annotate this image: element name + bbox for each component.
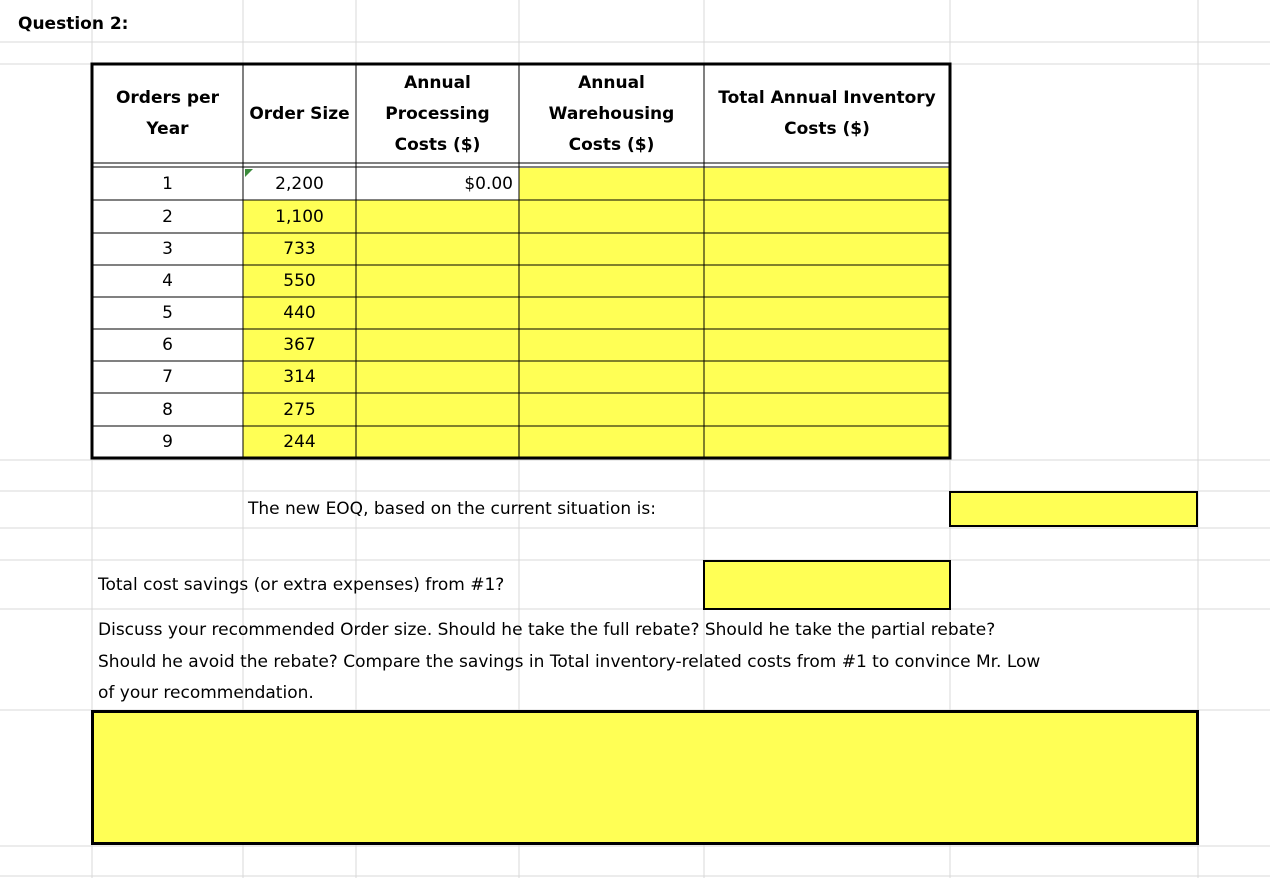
header-processing-costs[interactable] xyxy=(356,64,519,164)
header-processing-label: Annual Processing Costs ($) xyxy=(385,72,490,155)
question-title: Question 2: xyxy=(18,14,129,34)
processing-cost-cell[interactable]: $0.00 xyxy=(464,174,513,194)
orders-cell[interactable]: 6 xyxy=(162,335,173,355)
orders-cell[interactable]: 3 xyxy=(162,239,173,259)
orders-cell[interactable]: 8 xyxy=(162,399,173,420)
savings-answer-cell[interactable] xyxy=(703,560,951,610)
orders-cell[interactable]: 1 xyxy=(162,174,173,194)
header-orders-label: Orders per Year xyxy=(115,88,220,139)
order-size-cell[interactable]: 2,200 xyxy=(275,174,324,194)
header-orders-per-year[interactable] xyxy=(92,64,243,164)
order-size-cell[interactable]: 1,100 xyxy=(275,206,324,227)
header-order-size-label: Order Size xyxy=(249,103,350,124)
order-size-cell[interactable]: 275 xyxy=(283,399,316,420)
orders-cell[interactable]: 7 xyxy=(162,367,173,387)
order-size-cell[interactable]: 440 xyxy=(283,303,316,323)
discuss-line-1: Discuss your recommended Order size. Should he take the full rebate? Should he take the partial rebate? xyxy=(98,620,996,640)
order-size-cell[interactable]: 733 xyxy=(283,239,316,259)
discussion-answer-cell[interactable] xyxy=(91,710,1199,845)
order-size-cell[interactable]: 550 xyxy=(283,271,316,291)
orders-cell[interactable]: 2 xyxy=(162,206,173,227)
warehousing-fill xyxy=(519,168,704,458)
discuss-line-3: of your recommendation. xyxy=(98,683,314,703)
savings-label: Total cost savings (or extra expenses) from #1? xyxy=(98,575,505,595)
total-fill xyxy=(704,168,950,458)
header-order-size[interactable] xyxy=(243,64,356,164)
header-total-costs[interactable] xyxy=(704,64,950,164)
order-size-cell[interactable]: 244 xyxy=(283,432,316,452)
order-size-cell[interactable]: 314 xyxy=(283,367,316,387)
eoq-answer-cell[interactable] xyxy=(949,491,1198,527)
header-warehousing-label: Annual Warehousing Costs ($) xyxy=(548,72,675,155)
header-warehousing-costs[interactable] xyxy=(519,64,704,164)
eoq-label: The new EOQ, based on the current situation is: xyxy=(248,499,656,519)
orders-cell[interactable]: 5 xyxy=(162,303,173,323)
order-size-cell[interactable]: 367 xyxy=(283,335,316,355)
orders-cell[interactable]: 4 xyxy=(162,271,173,291)
header-total-label: Total Annual Inventory Costs ($) xyxy=(718,88,936,139)
orders-cell[interactable]: 9 xyxy=(162,432,173,452)
discuss-line-2: Should he avoid the rebate? Compare the savings in Total inventory-related costs from #1 to convince Mr. Low xyxy=(98,652,1041,672)
